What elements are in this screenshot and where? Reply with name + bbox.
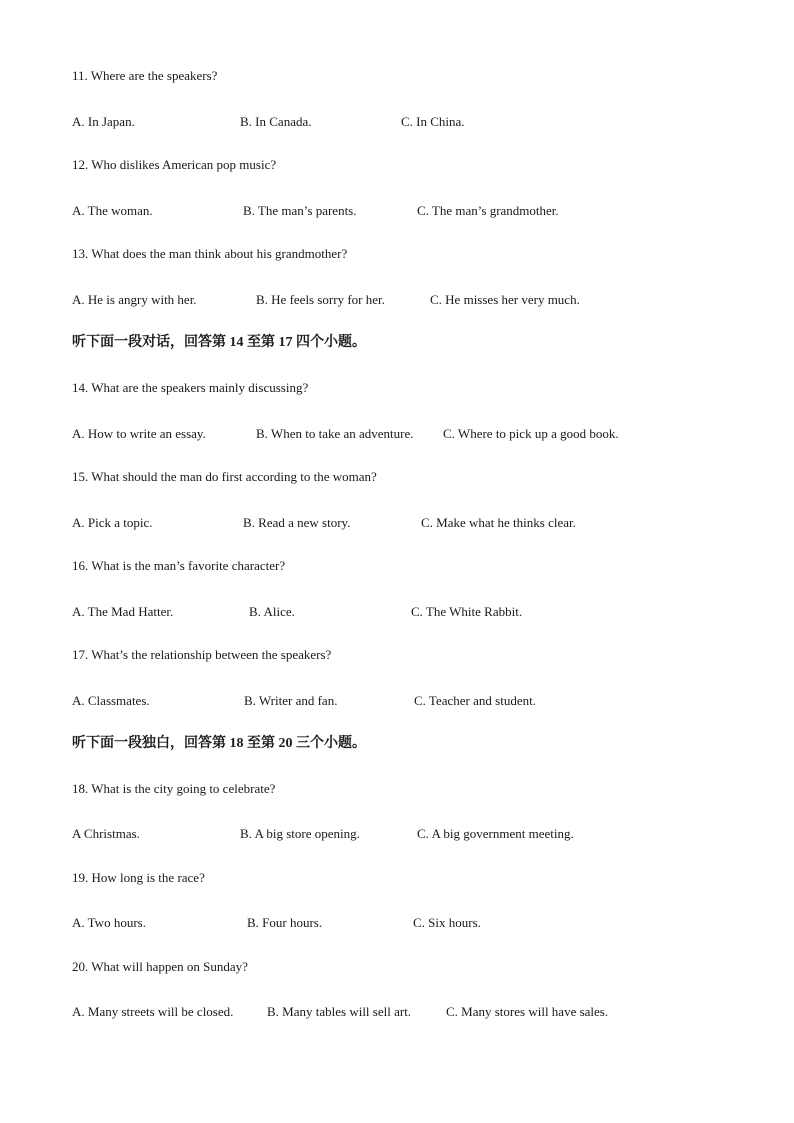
- question-12: 12. Who dislikes American pop music?: [72, 157, 277, 172]
- option-12-c: C. The man’s grandmother.: [417, 203, 559, 218]
- question-14: 14. What are the speakers mainly discussing?: [72, 380, 309, 395]
- section-heading-14-17: 听下面一段对话，回答第 14 至第 17 四个小题。: [72, 335, 366, 350]
- option-13-b: B. He feels sorry for her.: [256, 292, 385, 307]
- question-15: 15. What should the man do first according to the woman?: [72, 469, 377, 484]
- question-11: 11. Where are the speakers?: [72, 68, 218, 83]
- option-19-c: C. Six hours.: [413, 915, 481, 930]
- option-13-c: C. He misses her very much.: [430, 292, 580, 307]
- option-15-c: C. Make what he thinks clear.: [421, 515, 576, 530]
- question-13: 13. What does the man think about his grandmother?: [72, 246, 348, 261]
- option-13-a: A. He is angry with her.: [72, 292, 197, 307]
- option-11-c: C. In China.: [401, 114, 465, 129]
- option-11-b: B. In Canada.: [240, 114, 312, 129]
- option-18-a: A Christmas.: [72, 826, 140, 841]
- option-17-c: C. Teacher and student.: [414, 693, 536, 708]
- option-11-a: A. In Japan.: [72, 114, 135, 129]
- option-18-b: B. A big store opening.: [240, 826, 360, 841]
- question-16: 16. What is the man’s favorite character?: [72, 558, 286, 573]
- option-15-b: B. Read a new story.: [243, 515, 351, 530]
- question-20: 20. What will happen on Sunday?: [72, 959, 248, 974]
- option-16-a: A. The Mad Hatter.: [72, 604, 174, 619]
- option-19-a: A. Two hours.: [72, 915, 146, 930]
- option-17-b: B. Writer and fan.: [244, 693, 338, 708]
- question-17: 17. What’s the relationship between the speakers?: [72, 647, 332, 662]
- question-19: 19. How long is the race?: [72, 870, 205, 885]
- question-18: 18. What is the city going to celebrate?: [72, 781, 276, 796]
- option-20-b: B. Many tables will sell art.: [267, 1004, 412, 1019]
- option-17-a: A. Classmates.: [72, 693, 150, 708]
- option-20-a: A. Many streets will be closed.: [72, 1004, 234, 1019]
- option-16-c: C. The White Rabbit.: [411, 604, 523, 619]
- option-20-c: C. Many stores will have sales.: [446, 1004, 609, 1019]
- option-14-a: A. How to write an essay.: [72, 426, 206, 441]
- option-16-b: B. Alice.: [249, 604, 295, 619]
- option-19-b: B. Four hours.: [247, 915, 323, 930]
- option-12-a: A. The woman.: [72, 203, 153, 218]
- option-12-b: B. The man’s parents.: [243, 203, 357, 218]
- option-18-c: C. A big government meeting.: [417, 826, 574, 841]
- option-15-a: A. Pick a topic.: [72, 515, 153, 530]
- option-14-b: B. When to take an adventure.: [256, 426, 414, 441]
- section-heading-18-20: 听下面一段独白，回答第 18 至第 20 三个小题。: [72, 736, 366, 751]
- option-14-c: C. Where to pick up a good book.: [443, 426, 619, 441]
